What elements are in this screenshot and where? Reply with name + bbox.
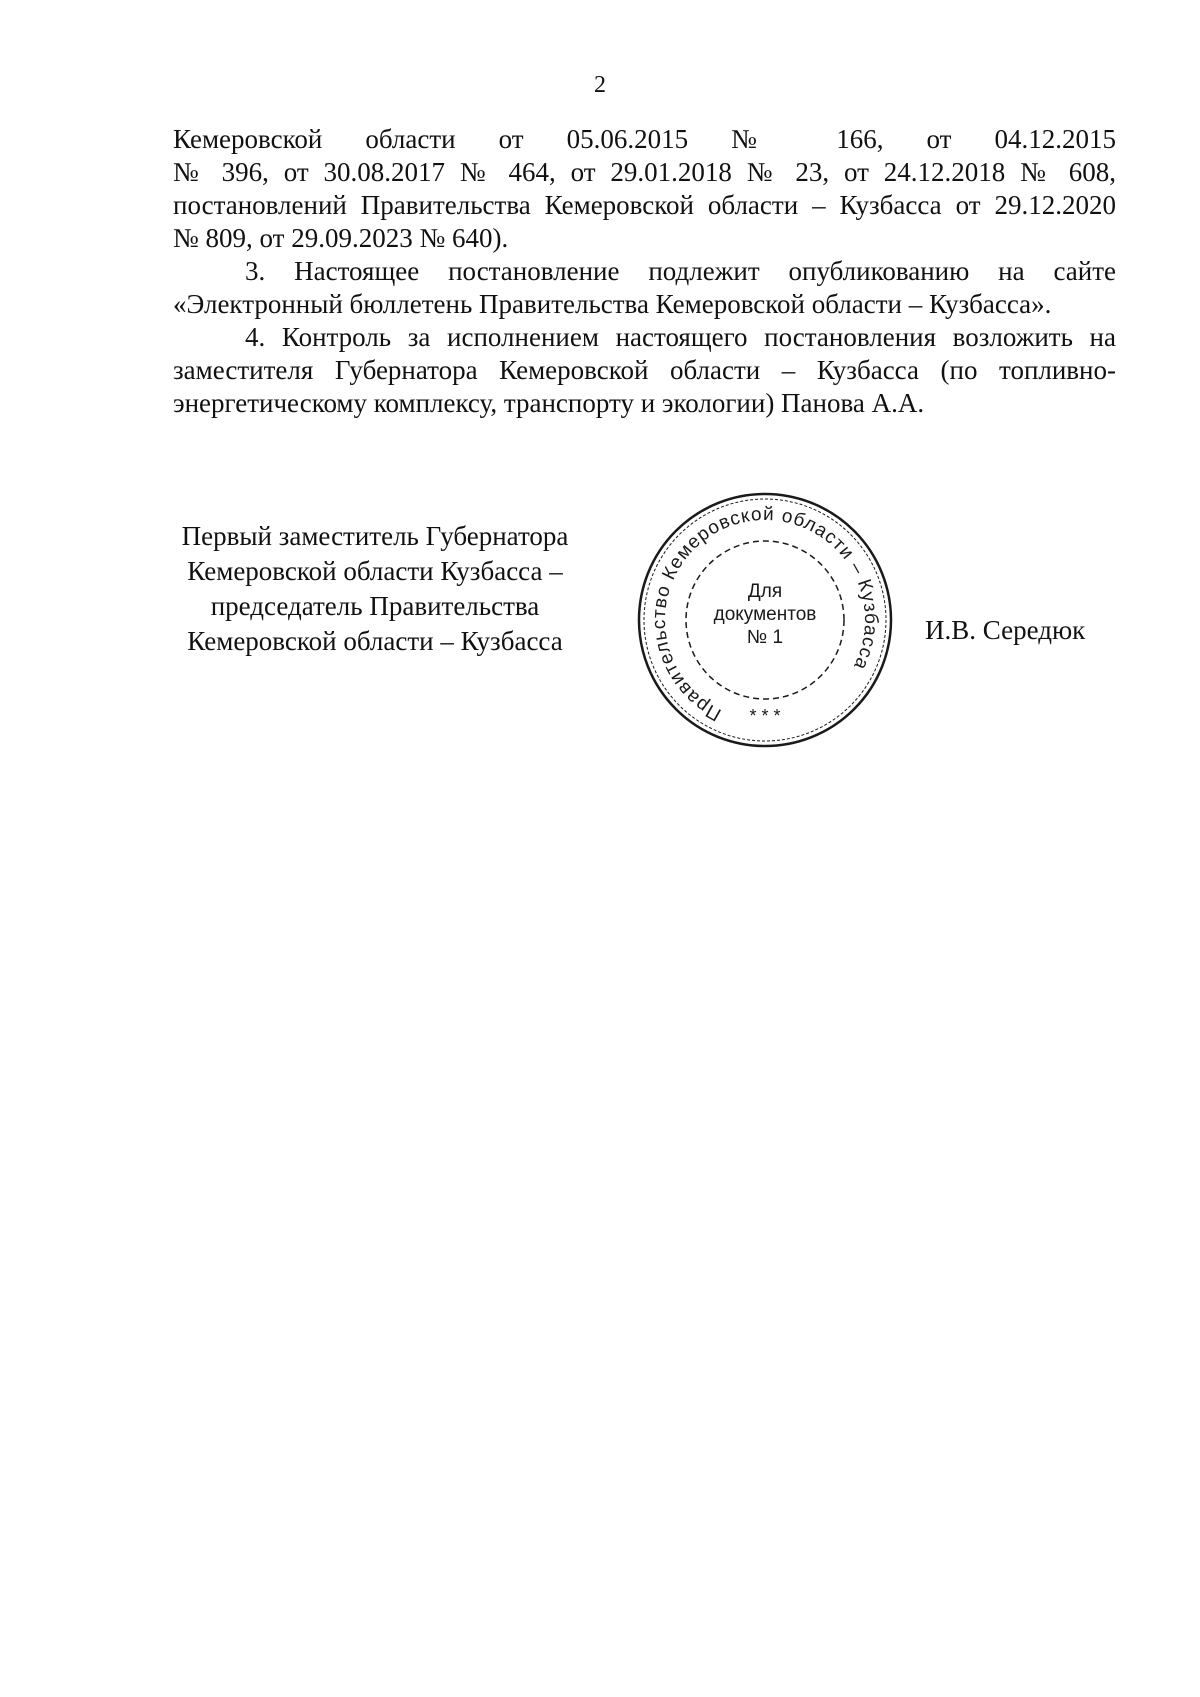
position-line: Первый заместитель Губернатора (181, 521, 569, 551)
paragraph-continuation (173, 123, 1116, 255)
page-number: 2 (594, 72, 606, 98)
text-line: № 809, от 29.09.2023 № 640). (173, 223, 509, 253)
signer-name: И.В. Середюк (925, 615, 1086, 645)
position-line: председатель Правительства (210, 591, 540, 621)
signatory-position (150, 519, 600, 659)
seal-stars: * * * (749, 706, 781, 726)
seal-center-line-1: Для (747, 581, 783, 602)
text-line: Кемеровской области от 05.06.2015 № 166, от 04.12.2015 (173, 124, 1116, 154)
paragraph-item-4: 4. Контроль за исполнением настоящего постановления возложить на заместителя Губернатора Кемеровской области – Кузбасса (по топливно-энергетическому комплексу, транспорту и экологии) Панова А.А. (173, 322, 1116, 418)
document-body (173, 123, 1116, 420)
text-line: № 396, от 30.08.2017 № 464, от 29.01.2018 № 23, от 24.12.2018 № 608, (173, 157, 1116, 187)
position-line: Кемеровской области Кузбасса – (187, 556, 563, 586)
official-seal (635, 490, 895, 750)
paragraph-item-3: 3. Настоящее постановление подлежит опубликованию на сайте «Электронный бюллетень Правительства Кемеровской области – Кузбасса». (173, 256, 1116, 319)
seal-ring-text: Правительство Кемеровской области – Кузбасса (648, 503, 882, 725)
position-line: Кемеровской области – Кузбасса (187, 626, 563, 656)
seal-center-line-2: документов (713, 604, 817, 625)
seal-center-line-3: № 1 (746, 627, 784, 648)
text-line: постановлений Правительства Кемеровской области – Кузбасса от 29.12.2020 (173, 190, 1116, 220)
